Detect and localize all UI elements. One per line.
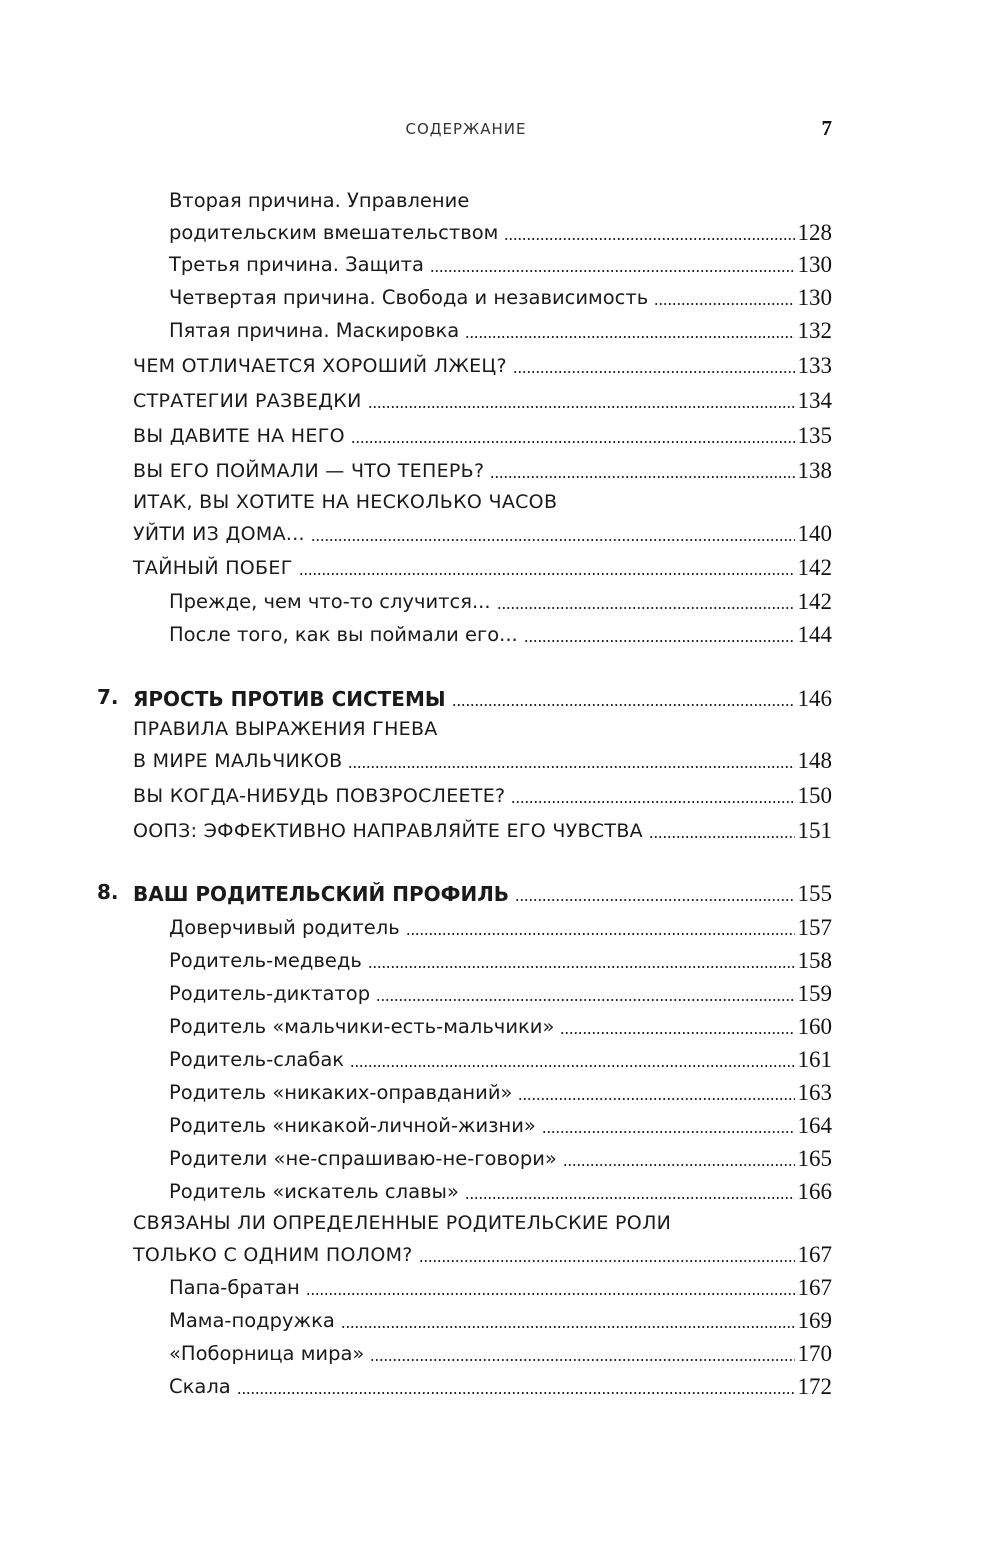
toc-entry-title: «Поборница мира» [169,1342,365,1365]
toc-entry-line [133,678,832,712]
toc-entry-title: ЯРОСТЬ ПРОТИВ СИСТЕМЫ [133,687,446,711]
toc-entry-title: Родители «не-спрашиваю-не-говори» [169,1147,557,1170]
toc-page-number: 148 [797,748,832,773]
toc-entry[interactable] [0,491,1000,547]
dot-leader [348,766,794,768]
toc-entry-title: Родитель-диктатор [169,982,371,1005]
toc-entry-line [133,873,832,907]
dot-leader [452,704,795,706]
toc-entry-line [169,1105,832,1139]
toc-entry[interactable] [0,310,1000,344]
toc-entry[interactable] [0,973,1000,1007]
toc-chapter[interactable] [0,873,1000,907]
toc-page-number: 144 [797,622,832,647]
dot-leader [419,1260,795,1262]
dot-leader [513,371,795,373]
dot-leader [524,640,795,642]
toc-page-number: 133 [797,353,832,378]
toc-entry-title: Родитель «мальчики-есть-мальчики» [169,1015,555,1038]
toc-entry[interactable] [0,1072,1000,1106]
toc-entry-line [169,581,832,615]
dot-leader [504,238,794,240]
toc-page-number: 142 [797,555,832,580]
dot-leader [430,270,795,272]
toc-page-number: 151 [797,818,832,843]
toc-entry-line [169,614,832,648]
dot-leader [370,1359,794,1361]
toc-page-number: 138 [797,458,832,483]
toc-entry-title: Родитель-слабак [169,1048,345,1071]
toc-entry-title: Родитель-медведь [169,949,362,972]
toc-entry-title: Доверчивый родитель [169,916,400,939]
toc-page-number: 165 [797,1146,832,1171]
toc-entry[interactable] [0,244,1000,278]
toc-entry[interactable] [0,1006,1000,1040]
toc-entry-title: Прежде, чем что-то случится... [169,590,491,613]
dot-leader [490,476,794,478]
toc-entry[interactable] [0,614,1000,648]
toc-page-number: 134 [797,388,832,413]
toc-entry[interactable] [0,547,1000,581]
toc-entry-title-line1: СВЯЗАНЫ ЛИ ОПРЕДЕЛЕННЫЕ РОДИТЕЛЬСКИЕ РОЛИ [133,1212,672,1234]
toc-entry-title: Четвертая причина. Свобода и независимость [169,286,649,309]
dot-leader [515,899,794,901]
dot-leader [497,607,795,609]
dot-leader [465,336,794,338]
toc-entry-title: УЙТИ ИЗ ДОМА... [133,523,305,545]
toc-entry[interactable] [0,189,1000,246]
toc-page-number: 164 [797,1113,832,1138]
toc-entry[interactable] [0,907,1000,941]
toc-entry-title: ЧЕМ ОТЛИЧАЕТСЯ ХОРОШИЙ ЛЖЕЦ? [133,355,507,377]
dot-leader [351,441,795,443]
dot-leader [376,999,794,1001]
toc-entry-line [169,1267,832,1301]
toc-page-number: 146 [797,686,832,711]
toc-page-number: 128 [797,220,832,245]
toc-entry-line [169,310,832,344]
toc-entry-title: родительским вмешательством [169,221,499,244]
dot-leader [341,1326,795,1328]
dot-leader [563,1164,795,1166]
toc-entry-line [133,450,832,484]
toc-entry-title: ТОЛЬКО С ОДНИМ ПОЛОМ? [133,1244,413,1266]
toc-entry-title: Скала [169,1375,231,1398]
chapter-number: 7. [97,685,119,709]
toc-entry-line [133,513,832,547]
dot-leader [654,303,794,305]
toc-entry-line [133,380,832,414]
toc-page-number: 155 [797,881,832,906]
toc-entry-title-line1: ИТАК, ВЫ ХОТИТЕ НА НЕСКОЛЬКО ЧАСОВ [133,491,558,513]
toc-entry[interactable] [0,1212,1000,1268]
toc-entry-title: ТАЙНЫЙ ПОБЕГ [133,557,293,579]
dot-leader [511,801,794,803]
toc-entry[interactable] [0,718,1000,774]
toc-entry-line [133,775,832,809]
toc-page-number: 142 [797,589,832,614]
toc-entry-line [169,1333,832,1367]
toc-entry-line [169,244,832,278]
toc-entry[interactable] [0,1171,1000,1205]
dot-leader [299,573,795,575]
toc-entry[interactable] [0,415,1000,449]
toc-chapter[interactable] [0,678,1000,712]
toc-entry-line [133,1234,832,1268]
toc-entry-line [169,212,832,246]
toc-entry[interactable] [0,345,1000,379]
toc-entry[interactable] [0,940,1000,974]
dot-leader [649,836,795,838]
toc-entry-title: ВАШ РОДИТЕЛЬСКИЙ ПРОФИЛЬ [133,882,510,906]
toc-entry-title: Пятая причина. Маскировка [169,319,460,342]
dot-leader [465,1197,795,1199]
toc-page-number: 169 [797,1308,832,1333]
toc-entry-title: ВЫ ДАВИТЕ НА НЕГО [133,425,345,447]
toc-entry-title: ВЫ КОГДА-НИБУДЬ ПОВЗРОСЛЕЕТЕ? [133,785,506,807]
dot-leader [560,1032,794,1034]
toc-page-number: 130 [797,285,832,310]
toc-entry[interactable] [0,1366,1000,1400]
chapter-number: 8. [97,880,119,904]
toc-entry-title-line1: Вторая причина. Управление [169,189,470,212]
dot-leader [542,1131,795,1133]
dot-leader [368,966,795,968]
toc-entry[interactable] [0,775,1000,809]
toc-entry[interactable] [0,1138,1000,1172]
toc-entry-line [169,1039,832,1073]
toc-entry[interactable] [0,450,1000,484]
dot-leader [518,1098,794,1100]
toc-entry[interactable] [0,581,1000,615]
toc-entry-title: В МИРЕ МАЛЬЧИКОВ [133,750,343,772]
dot-leader [406,933,795,935]
toc-entry-title: ООПЗ: ЭФФЕКТИВНО НАПРАВЛЯЙТЕ ЕГО ЧУВСТВА [133,820,643,842]
toc-entry-title: После того, как вы поймали его... [169,623,518,646]
toc-page-number: 172 [797,1374,832,1399]
toc-entry-line [133,345,832,379]
toc-entry-line [169,1366,832,1400]
toc-entry-line [169,907,832,941]
running-head-title: СОДЕРЖАНИЕ [405,120,527,138]
toc-entry-line [133,810,832,844]
toc-page-number: 160 [797,1014,832,1039]
toc-entry-line [169,1138,832,1172]
toc-page-number: 132 [797,318,832,343]
dot-leader [306,1293,795,1295]
toc-entry-title: Родитель «никакой-личной-жизни» [169,1114,536,1137]
toc-entry-title: Родитель «искатель славы» [169,1180,459,1203]
toc-entry-line [169,1006,832,1040]
toc-page-number: 159 [797,981,832,1006]
page-number: 7 [821,116,832,140]
toc-page-number: 157 [797,915,832,940]
toc-entry-title: Папа-братан [169,1276,300,1299]
toc-page-number: 163 [797,1080,832,1105]
dot-leader [237,1392,795,1394]
toc-entry-line [133,415,832,449]
toc-entry-line [169,277,832,311]
toc-entry-title: СТРАТЕГИИ РАЗВЕДКИ [133,390,362,412]
toc-page-number: 135 [797,423,832,448]
toc-entry-line [169,1300,832,1334]
toc-entry[interactable] [0,1333,1000,1367]
toc-entry-title: Родитель «никаких-оправданий» [169,1081,513,1104]
toc-entry[interactable] [0,277,1000,311]
toc-entry-title-line1: ПРАВИЛА ВЫРАЖЕНИЯ ГНЕВА [133,718,438,740]
dot-leader [311,539,795,541]
toc-entry-title: ВЫ ЕГО ПОЙМАЛИ — ЧТО ТЕПЕРЬ? [133,460,485,482]
toc-page-number: 167 [797,1275,832,1300]
toc-entry[interactable] [0,1039,1000,1073]
toc-entry-line [169,940,832,974]
toc-page-number: 140 [797,521,832,546]
toc-page-number: 170 [797,1341,832,1366]
toc-page-number: 130 [797,252,832,277]
dot-leader [350,1065,794,1067]
toc-entry-title: Мама-подружка [169,1309,335,1332]
toc-entry-title: Третья причина. Защита [169,253,424,276]
toc-entry[interactable] [0,810,1000,844]
toc-page-number: 166 [797,1179,832,1204]
toc-entry[interactable] [0,1105,1000,1139]
toc-entry-line [169,1072,832,1106]
toc-entry[interactable] [0,1267,1000,1301]
toc-entry-line [169,973,832,1007]
toc-page-number: 161 [797,1047,832,1072]
running-head [0,116,1000,144]
toc-entry[interactable] [0,1300,1000,1334]
toc-entry-line [133,740,832,774]
toc-entry-line [133,547,832,581]
toc-entry-line [169,1171,832,1205]
toc-page-number: 167 [797,1242,832,1267]
dot-leader [368,406,795,408]
toc-page-number: 158 [797,948,832,973]
toc-entry[interactable] [0,380,1000,414]
toc-page-number: 150 [797,783,832,808]
